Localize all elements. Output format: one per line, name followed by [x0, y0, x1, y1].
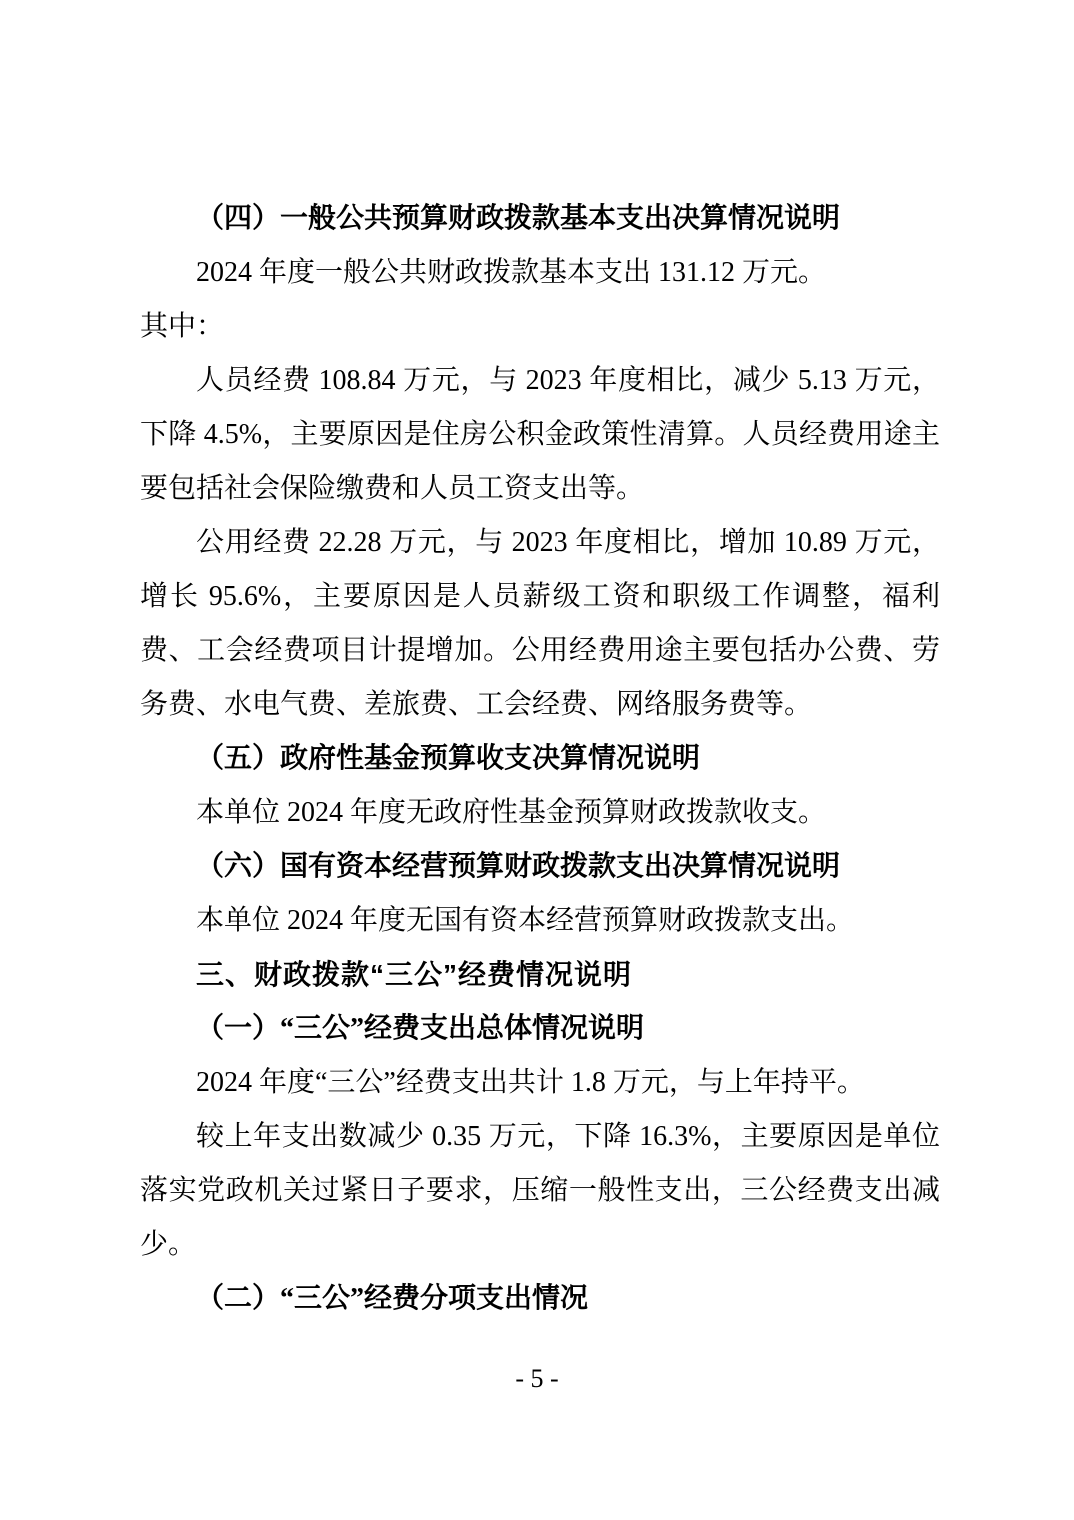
section-heading-6-state-capital: （六）国有资本经营预算财政拨款支出决算情况说明 [196, 851, 841, 882]
para-among-which: 其中： [140, 311, 225, 342]
chapter-heading-3-three-public-funds: 三、财政拨款“三公”经费情况说明 [196, 959, 633, 990]
document-body [140, 192, 940, 1326]
section-heading-5-government-fund: （五）政府性基金预算收支决算情况说明 [196, 743, 701, 774]
para-no-government-fund: 本单位 2024 年度无政府性基金预算财政拨款收支。 [196, 797, 827, 828]
para-three-public-total: 2024 年度“三公”经费支出共计 1.8 万元，与上年持平。 [196, 1067, 865, 1098]
section-heading-1-overall-situation: （一）“三公”经费支出总体情况说明 [196, 1013, 645, 1044]
section-heading-4-basic-expenditure: （四）一般公共预算财政拨款基本支出决算情况说明 [196, 203, 841, 234]
para-basic-expenditure-total: 2024 年度一般公共财政拨款基本支出 131.12 万元。 [196, 257, 827, 288]
para-three-public-decrease-reason: 较上年支出数减少 0.35 万元，下降 16.3%，主要原因是单位落实党政机关过紧日子要求，压缩一般性支出，三公经费支出减少。 [140, 1121, 940, 1260]
para-personnel-expenses: 人员经费 108.84 万元，与 2023 年度相比，减少 5.13 万元，下降 4.5%，主要原因是住房公积金政策性清算。人员经费用途主要包括社会保险缴费和人员工资支出等。 [140, 365, 940, 504]
section-heading-2-itemized-expenditure: （二）“三公”经费分项支出情况 [196, 1283, 589, 1314]
para-no-state-capital: 本单位 2024 年度无国有资本经营预算财政拨款支出。 [196, 905, 855, 936]
para-public-expenses: 公用经费 22.28 万元，与 2023 年度相比，增加 10.89 万元，增长 95.6%，主要原因是人员薪级工资和职级工作调整，福利费、工会经费项目计提增加。公用经费用途主要包括办公费、劳务费、水电气费、差旅费、工会经费、网络服务费等。 [140, 527, 940, 720]
page-number: - 5 - [515, 1364, 559, 1393]
